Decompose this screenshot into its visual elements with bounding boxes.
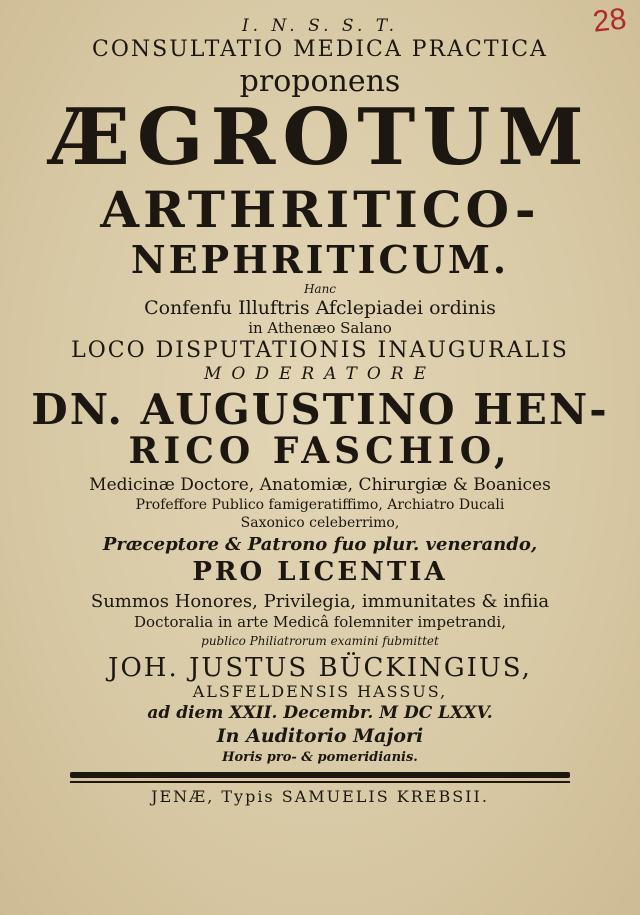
doctoralia-line: Doctoralia in arte Medicâ folemniter impetrandi,: [134, 613, 506, 631]
praeceptore-line: Præceptore & Patrono fuo plur. venerando,: [102, 534, 538, 555]
proponens-line: proponens: [239, 64, 401, 99]
summos-honores-line: Summos Honores, Privilegia, immunitates & infiia: [90, 591, 550, 612]
hanc-line: Hanc: [303, 282, 337, 296]
horis-line: Horis pro- & pomeridianis.: [222, 750, 418, 765]
auditorio-line: In Auditorio Majori: [216, 725, 424, 747]
aegrotum-line: ÆGROTUM: [49, 92, 591, 183]
professore-line: Profeffore Publico famigeratiffimo, Archiatro Ducali: [135, 497, 505, 513]
consultatio-line: CONSULTATIO MEDICA PRACTICA: [92, 37, 548, 62]
rico-faschio-line: RICO FASCHIO,: [128, 430, 512, 472]
alsfeldensis-line: ALSFELDENSIS HASSUS,: [192, 682, 448, 701]
loco-disputationis-line: LOCO DISPUTATIONIS INAUGURALIS: [71, 338, 569, 363]
pro-licentia-line: PRO LICENTIA: [192, 557, 448, 587]
nephriticum-line: NEPHRITICUM.: [130, 237, 510, 282]
moderatore-line: MODERATORE: [203, 364, 436, 384]
folio-number: 28: [590, 2, 628, 39]
imprint-line: JENÆ, Typis SAMUELIS KREBSII.: [151, 787, 489, 806]
consensu-line: Confenfu Illuftris Afclepiadei ordinis: [144, 297, 496, 319]
publico-line: publico Philiatrorum examini fubmittet: [201, 634, 439, 648]
author-name-line: JOH. JUSTUS BÜCKINGIUS,: [108, 653, 532, 683]
athenaeo-line: in Athenæo Salano: [248, 319, 392, 337]
dn-augustino-line: DN. AUGUSTINO HEN-: [31, 385, 609, 434]
arthritico-line: ARTHRITICO-: [100, 180, 540, 239]
invocation: I. N. S. S. T.: [241, 16, 399, 36]
date-line: ad diem XXII. Decembr. M DC LXXV.: [147, 703, 493, 723]
medicinae-line: Medicinæ Doctore, Anatomiæ, Chirurgiæ & Boanices: [89, 475, 551, 495]
divider-thin-rule: [70, 781, 570, 783]
saxonico-line: Saxonico celeberrimo,: [240, 515, 400, 531]
